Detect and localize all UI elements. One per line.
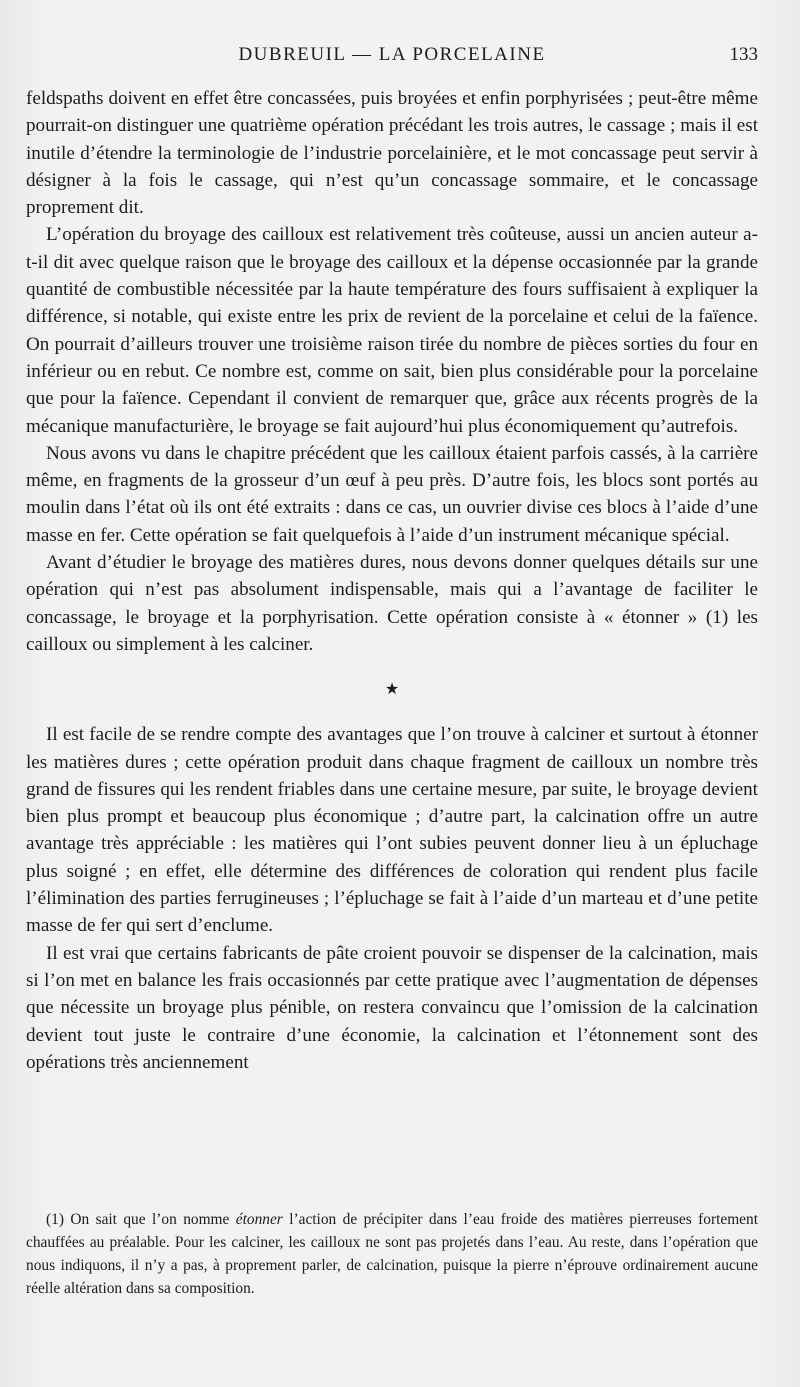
running-title: DUBREUIL — LA PORCELAINE	[238, 44, 546, 65]
footnote-text	[26, 1208, 758, 1300]
paragraph-calcination-advantages: Il est facile de se rendre compte des avantages que l’on trouve à calciner et surtout à étonner les matières dures ; cette opération produit dans chaque fragment de cailloux un nombre très grand de fissures qui les rendent friables dans une certaine mesure, par suite, le broyage devient bien plus prompt et beaucoup plus économique ; d’autre part, la calcination offre un autre avantage très appréciable : les matières qui l’ont subies peuvent donner lieu à un épluchage plus soigné ; en effet, elle détermine des différences de coloration qui rendent plus facile l’élimination des parties ferrugineuses ; l’épluchage se fait à l’aide d’un marteau et d’une petite masse de fer qui sert d’enclume.	[26, 724, 758, 937]
body-text	[26, 85, 758, 1076]
footnote-term: étonner	[235, 1211, 283, 1228]
footnote-lead: (1) On sait que l’on nomme	[46, 1211, 236, 1228]
footnote	[26, 1208, 758, 1300]
paragraph-etonner-intro: Avant d’étudier le broyage des matières dures, nous devons donner quelques détails sur une opération qui n’est pas absolument indispensable, mais qui a l’avantage de faciliter le concassage, le broyage et la porphyrisation. Cette opération consiste à « étonner » (1) les cailloux ou simplement à les calciner.	[26, 552, 758, 655]
paragraph-broyage-cost: L’opération du broyage des cailloux est relativement très coûteuse, aussi un ancien auteur a-t-il dit avec quelque raison que le broyage des cailloux et la dépense occasionnée par la grande quantité de combustible nécessitée par la haute température des fours suffisaient à expliquer la différence, si notable, qui existe entre les prix de revient de la porcelaine et celui de la faïence. On pourrait d’ailleurs trouver une troisième raison tirée du nombre de pièces sorties du four en inférieur ou en rebut. Ce nombre est, comme on sait, bien plus considérable pour la porcelaine que pour la faïence. Cependant il convient de remarquer que, grâce aux récents progrès de la mécanique manufacturière, le broyage se fait aujourd’hui plus économiquement qu’autrefois.	[26, 224, 758, 437]
running-head	[26, 44, 758, 74]
paragraph-calcination-economy: Il est vrai que certains fabricants de pâte croient pouvoir se dispenser de la calcination, mais si l’on met en balance les frais occasionnés par cette pratique avec l’augmentation de dépenses que nécessite un broyage plus pénible, on restera convaincu que l’omission de la calcination devient tout juste le contraire d’une économie, la calcination et l’étonnement sont des opérations très anciennement	[26, 942, 758, 1073]
page-number: 133	[729, 44, 758, 65]
footnote-rest: l’action de précipiter dans l’eau froide des matières pierreuses fortement chauffées au préalable. Pour les calciner, les cailloux ne sont pas projetés dans l’eau. Au reste, dans l’opération que nous indiquons, il n’y a pas, à proprement parler, de calcination, puisque la pierre n’éprouve ordinairement aucune réelle altération dans sa composition.	[26, 1211, 758, 1297]
section-separator-star: ★	[384, 681, 400, 699]
paragraph-cassage: Nous avons vu dans le chapitre précédent que les cailloux étaient parfois cassés, à la carrière même, en fragments de la grosseur d’un œuf à peu près. D’autre fois, les blocs sont portés au moulin dans l’état où ils ont été extraits : dans ce cas, un ouvrier divise ces blocs à l’aide d’une masse en fer. Cette opération se fait quelquefois à l’aide d’un instrument mécanique spécial.	[26, 442, 758, 546]
paragraph-continued: feldspaths doivent en effet être concassées, puis broyées et enfin porphyrisées ; peut-être même pourrait-on distinguer une quatrième opération précédant les trois autres, le cassage ; mais il est inutile d’étendre la terminologie de l’industrie porcelainière, et le mot concassage peut servir à désigner à la fois le cassage, qui n’est qu’un concassage sommaire, et le concassage proprement dit.	[26, 88, 758, 219]
